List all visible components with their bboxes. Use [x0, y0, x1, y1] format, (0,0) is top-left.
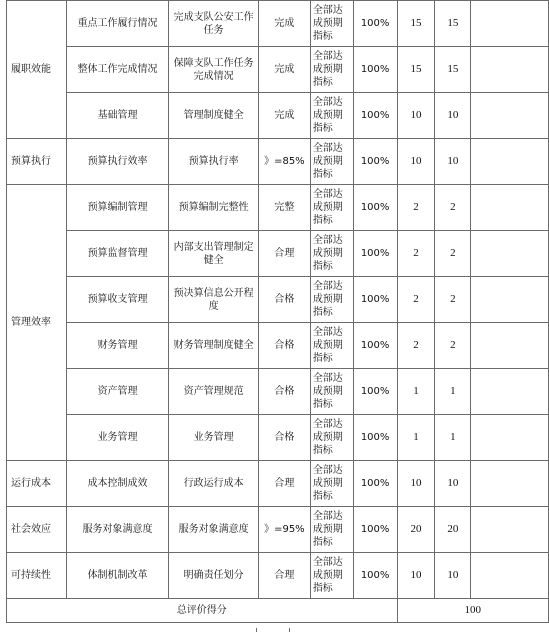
- score-cell: 10: [397, 139, 435, 185]
- table-row: [7, 461, 549, 507]
- indicator-cell: 业务管理: [66, 415, 169, 461]
- category-cell: 社会效应: [7, 507, 67, 553]
- status-cell: 全部达成预期指标: [310, 1, 353, 47]
- table-row: [7, 507, 549, 553]
- category-cell: 管理效率: [7, 185, 67, 461]
- notes-cell: [471, 93, 549, 139]
- actual-score-cell: 10: [435, 553, 471, 599]
- value-cell: 合理: [258, 553, 310, 599]
- score-cell: 15: [397, 47, 435, 93]
- percent-cell: 100%: [353, 1, 397, 47]
- score-cell: 2: [397, 231, 435, 277]
- table-row: [7, 47, 549, 93]
- value-cell: 合理: [258, 461, 310, 507]
- score-cell: 1: [397, 369, 435, 415]
- standard-cell: 服务对象满意度: [169, 507, 259, 553]
- value-cell: 完成: [258, 93, 310, 139]
- status-cell: 全部达成预期指标: [310, 323, 353, 369]
- value-cell: 完整: [258, 185, 310, 231]
- standard-cell: 财务管理制度健全: [169, 323, 259, 369]
- status-cell: 全部达成预期指标: [310, 507, 353, 553]
- table-row: [7, 93, 549, 139]
- indicator-cell: 基础管理: [66, 93, 169, 139]
- table-row: [7, 369, 549, 415]
- status-cell: 全部达成预期指标: [310, 461, 353, 507]
- notes-cell: [471, 185, 549, 231]
- category-cell: 可持续性: [7, 553, 67, 599]
- notes-cell: [471, 553, 549, 599]
- actual-score-cell: 2: [435, 323, 471, 369]
- status-cell: 全部达成预期指标: [310, 231, 353, 277]
- notes-cell: [471, 323, 549, 369]
- percent-cell: 100%: [353, 553, 397, 599]
- performance-evaluation-table: [6, 0, 549, 623]
- value-cell: 完成: [258, 1, 310, 47]
- table-row: [7, 1, 549, 47]
- actual-score-cell: 1: [435, 369, 471, 415]
- actual-score-cell: 1: [435, 415, 471, 461]
- standard-cell: 预算执行率: [169, 139, 259, 185]
- indicator-cell: 整体工作完成情况: [66, 47, 169, 93]
- indicator-cell: 体制机制改革: [66, 553, 169, 599]
- status-cell: 全部达成预期指标: [310, 139, 353, 185]
- value-cell: 合格: [258, 369, 310, 415]
- score-cell: 2: [397, 323, 435, 369]
- standard-cell: 预算编制完整性: [169, 185, 259, 231]
- indicator-cell: 服务对象满意度: [66, 507, 169, 553]
- table-row: [7, 231, 549, 277]
- indicator-cell: 预算执行效率: [66, 139, 169, 185]
- actual-score-cell: 2: [435, 231, 471, 277]
- total-row: [7, 599, 549, 623]
- score-cell: 1: [397, 415, 435, 461]
- score-cell: 20: [397, 507, 435, 553]
- value-cell: 完成: [258, 47, 310, 93]
- standard-cell: 行政运行成本: [169, 461, 259, 507]
- percent-cell: 100%: [353, 185, 397, 231]
- table-row: [7, 323, 549, 369]
- value-cell: 合理: [258, 231, 310, 277]
- percent-cell: 100%: [353, 415, 397, 461]
- indicator-cell: 重点工作履行情况: [66, 1, 169, 47]
- status-cell: 全部达成预期指标: [310, 553, 353, 599]
- actual-score-cell: 15: [435, 47, 471, 93]
- notes-cell: [471, 369, 549, 415]
- actual-score-cell: 10: [435, 461, 471, 507]
- percent-cell: 100%: [353, 139, 397, 185]
- notes-cell: [471, 1, 549, 47]
- score-cell: 10: [397, 461, 435, 507]
- indicator-cell: 财务管理: [66, 323, 169, 369]
- indicator-cell: 预算监督管理: [66, 231, 169, 277]
- value-cell: 合格: [258, 415, 310, 461]
- table-row: [7, 139, 549, 185]
- indicator-cell: 预算收支管理: [66, 277, 169, 323]
- total-score-cell: 100: [397, 599, 548, 623]
- indicator-cell: 资产管理: [66, 369, 169, 415]
- percent-cell: 100%: [353, 231, 397, 277]
- standard-cell: 管理制度健全: [169, 93, 259, 139]
- percent-cell: 100%: [353, 369, 397, 415]
- category-cell: 履职效能: [7, 1, 67, 139]
- table-row: [7, 553, 549, 599]
- status-cell: 全部达成预期指标: [310, 369, 353, 415]
- indicator-cell: 预算编制管理: [66, 185, 169, 231]
- next-table-border-stub: [256, 628, 290, 632]
- status-cell: 全部达成预期指标: [310, 93, 353, 139]
- percent-cell: 100%: [353, 277, 397, 323]
- table-row: [7, 277, 549, 323]
- notes-cell: [471, 461, 549, 507]
- score-cell: 10: [397, 553, 435, 599]
- score-cell: 2: [397, 185, 435, 231]
- status-cell: 全部达成预期指标: [310, 277, 353, 323]
- actual-score-cell: 2: [435, 277, 471, 323]
- score-cell: 2: [397, 277, 435, 323]
- standard-cell: 内部支出管理制定健全: [169, 231, 259, 277]
- percent-cell: 100%: [353, 461, 397, 507]
- status-cell: 全部达成预期指标: [310, 47, 353, 93]
- actual-score-cell: 15: [435, 1, 471, 47]
- indicator-cell: 成本控制成效: [66, 461, 169, 507]
- value-cell: 合格: [258, 277, 310, 323]
- value-cell: 》=95%: [258, 507, 310, 553]
- standard-cell: 预决算信息公开程度: [169, 277, 259, 323]
- notes-cell: [471, 47, 549, 93]
- value-cell: 》=85%: [258, 139, 310, 185]
- notes-cell: [471, 507, 549, 553]
- actual-score-cell: 2: [435, 185, 471, 231]
- actual-score-cell: 10: [435, 93, 471, 139]
- standard-cell: 明确责任划分: [169, 553, 259, 599]
- category-cell: 预算执行: [7, 139, 67, 185]
- total-label-cell: 总评价得分: [7, 599, 398, 623]
- actual-score-cell: 10: [435, 139, 471, 185]
- percent-cell: 100%: [353, 47, 397, 93]
- notes-cell: [471, 231, 549, 277]
- value-cell: 合格: [258, 323, 310, 369]
- notes-cell: [471, 139, 549, 185]
- percent-cell: 100%: [353, 93, 397, 139]
- percent-cell: 100%: [353, 507, 397, 553]
- score-cell: 15: [397, 1, 435, 47]
- notes-cell: [471, 415, 549, 461]
- status-cell: 全部达成预期指标: [310, 185, 353, 231]
- status-cell: 全部达成预期指标: [310, 415, 353, 461]
- notes-cell: [471, 277, 549, 323]
- percent-cell: 100%: [353, 323, 397, 369]
- score-cell: 10: [397, 93, 435, 139]
- standard-cell: 业务管理: [169, 415, 259, 461]
- standard-cell: 资产管理规范: [169, 369, 259, 415]
- category-cell: 运行成本: [7, 461, 67, 507]
- performance-evaluation-table-wrapper: [6, 0, 549, 623]
- standard-cell: 完成支队公安工作任务: [169, 1, 259, 47]
- table-row: [7, 415, 549, 461]
- standard-cell: 保障支队工作任务完成情况: [169, 47, 259, 93]
- actual-score-cell: 20: [435, 507, 471, 553]
- table-row: [7, 185, 549, 231]
